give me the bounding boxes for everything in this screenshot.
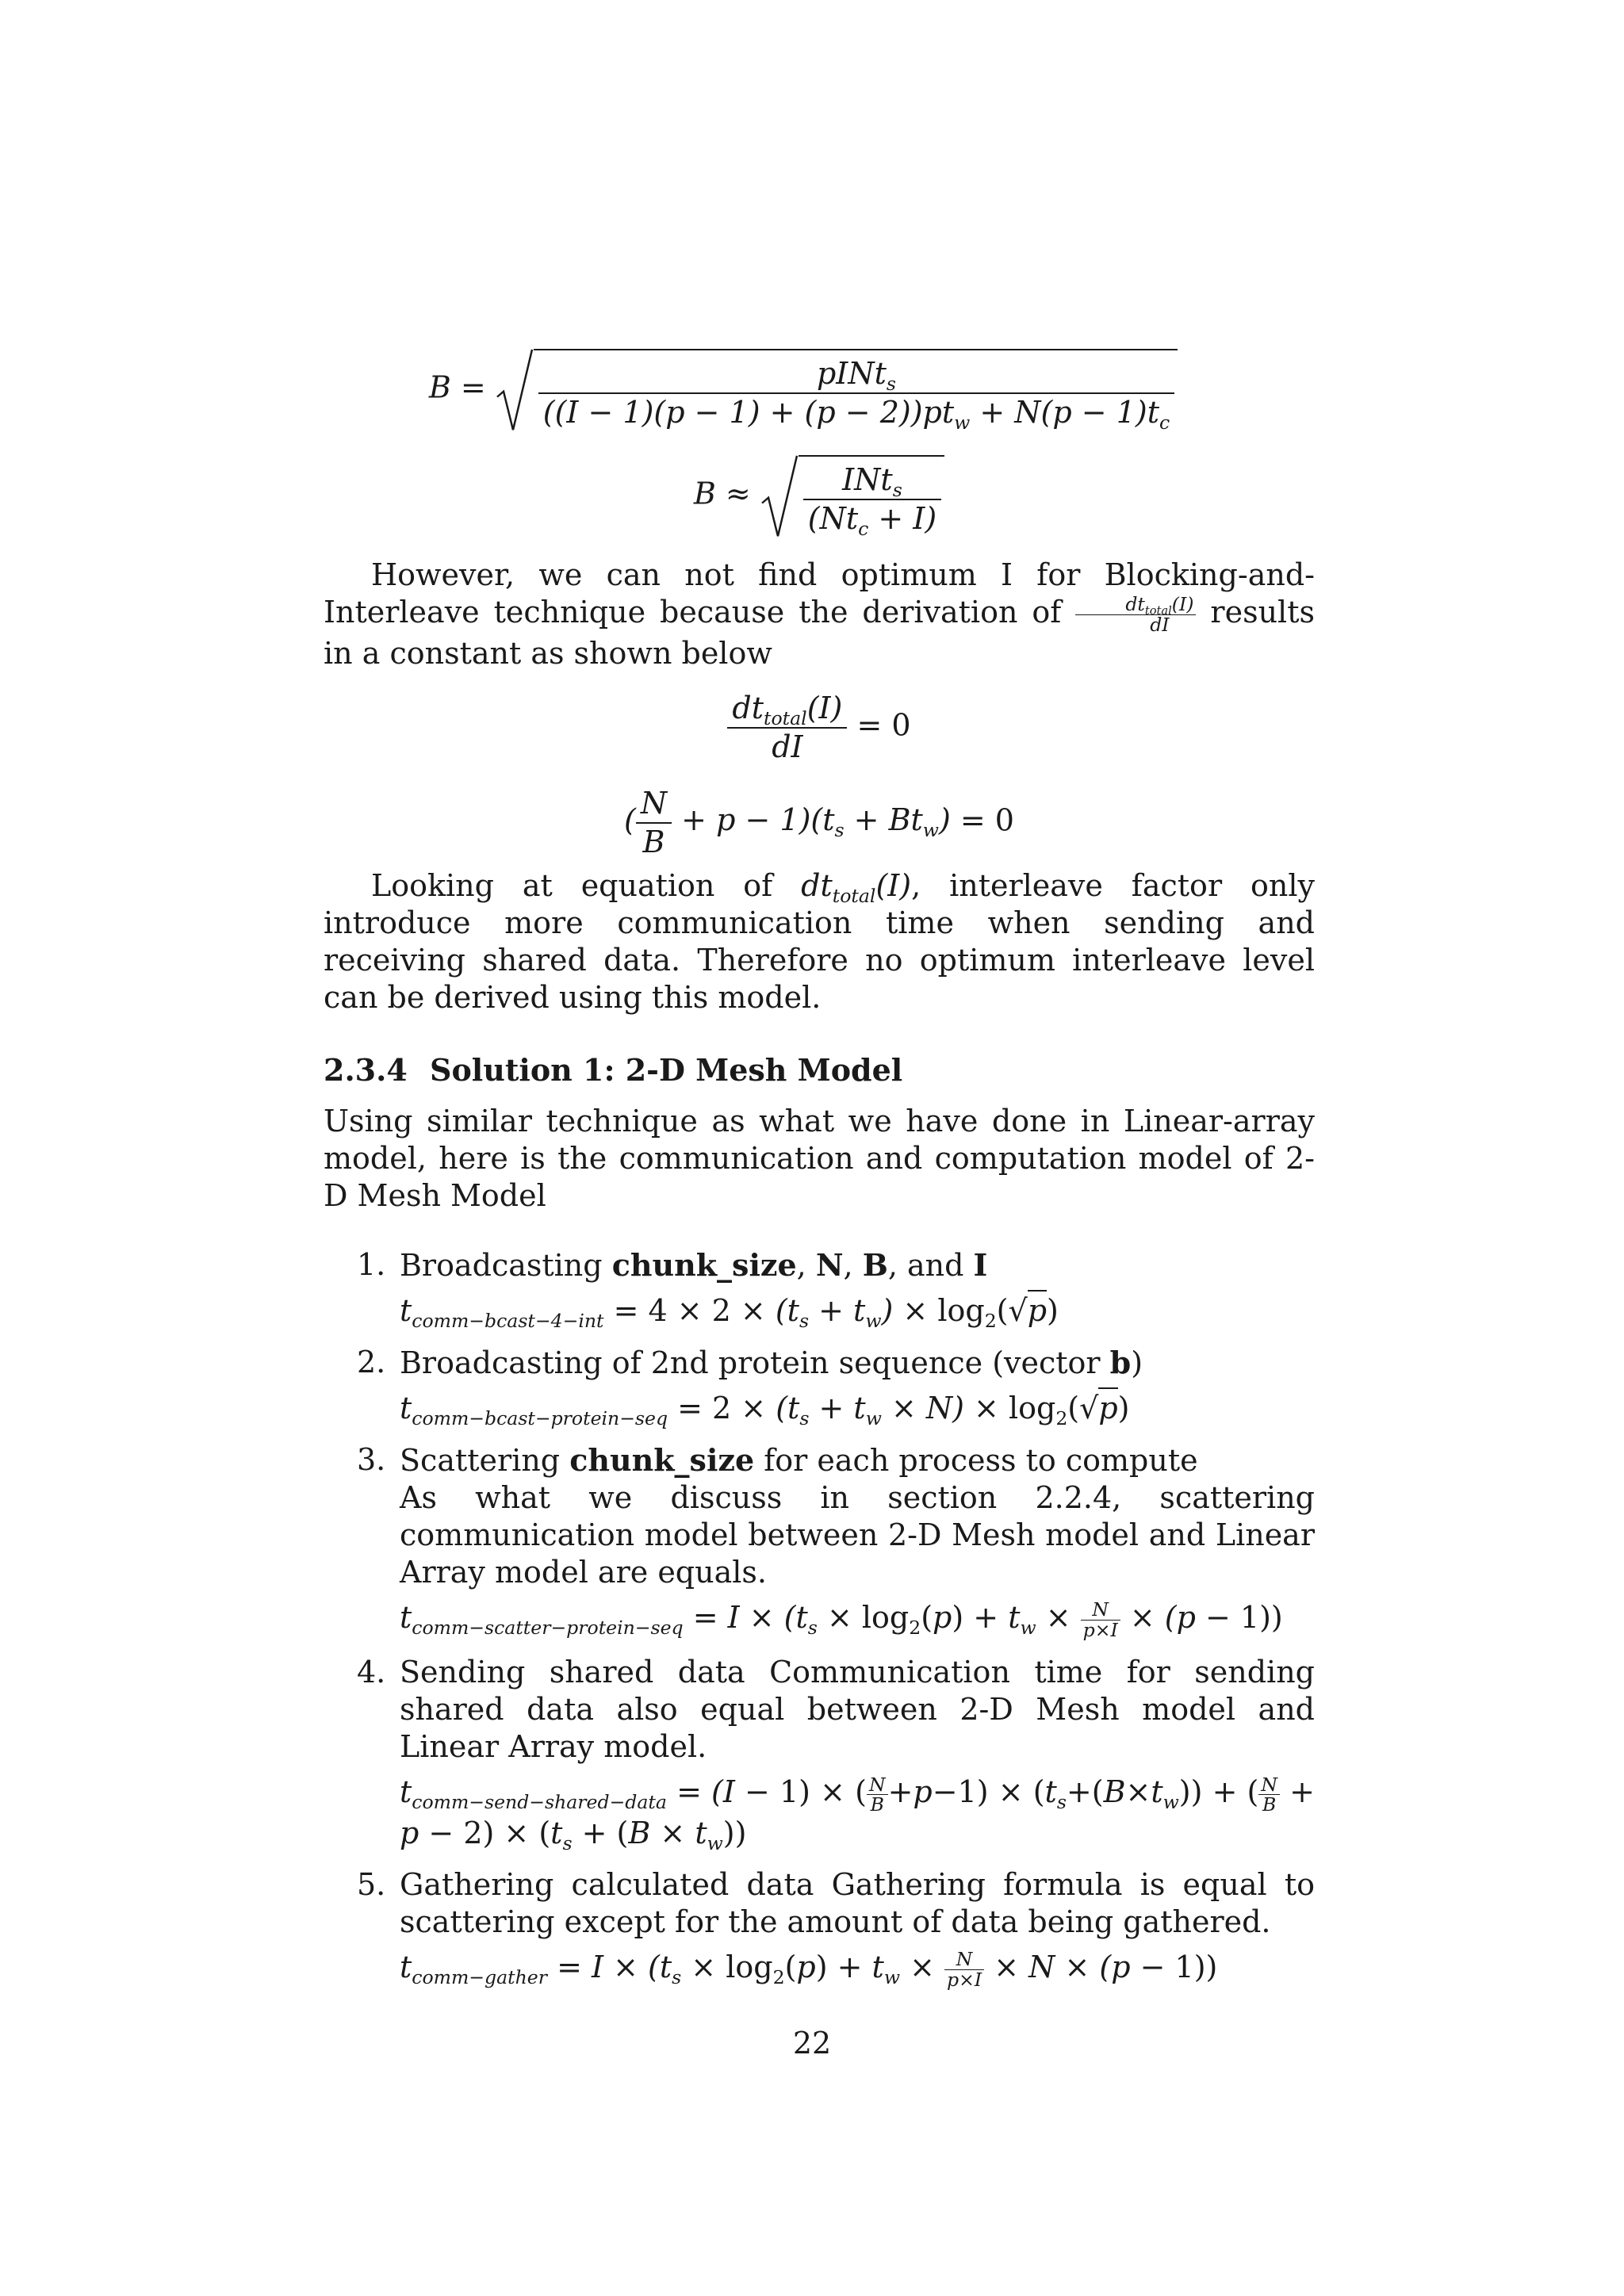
list-marker: 3. [357,1441,386,1477]
item-bold: chunk_size [611,1246,797,1283]
item-text: , [843,1247,863,1283]
equation-b-approx [324,455,1315,550]
para2-text-a: Looking at equation of [371,867,773,903]
item-text: for each process to compute [754,1442,1198,1478]
item-bold: N [815,1246,844,1283]
para2-text-b: , interleave factor only introduce more communication time when sending and receiving shared data. Therefore no optimum interleave level can be derived using this model. [324,867,1315,1015]
page-body [324,349,1315,2004]
eq2-lhs: B ≈ [693,476,751,511]
list-item [324,1866,1315,1990]
sqrt-symbol-2: $\frac{INt_s}{(Nt_c + I)}$ [760,455,944,538]
list-marker: 5. [357,1867,386,1903]
list-item [324,1654,1315,1855]
list-item [324,1441,1315,1640]
section-heading [324,1051,1315,1089]
formula-bcast-int: $t_{comm-bcast-4-int} = 4 \times 2 \times (t_s + t_w) \times \log_2(√p)$ [400,1292,1315,1330]
item-text: Broadcasting of 2nd protein sequence (vector [400,1345,1110,1380]
item-text: Broadcasting [400,1247,612,1283]
item-text: Sending shared data Communication time for sending shared data also equal between 2-D Mesh model and Linear Array model. [400,1655,1315,1765]
formula-bcast-protein: $t_{comm-bcast-protein-seq} = 2 \times (t_s + t_w \times N) \times \log_2(√p)$ [400,1390,1315,1427]
item-text: , [796,1247,816,1283]
item-text: Gathering calculated data Gathering formula is equal to scattering except for the amount of data being gathered. [400,1867,1315,1940]
equation-b-exact [292,349,1315,442]
equation-constant: ( $\frac{N}{B}$ + $p - 1)(t_s + Bt_w) = 0$ [624,785,1014,859]
para1-text-a: However, we can not find optimum I for Blocking-and-Interleave technique because the derivation of [324,557,1315,629]
item-text: As what we discuss in section 2.2.4, scattering communication model between 2-D Mesh model and Linear Array model are equals. [400,1479,1315,1590]
section-number: 2.3.4 [324,1051,408,1088]
list-marker: 4. [357,1655,386,1690]
paragraph-interleave: Looking at equation of $dt_{total}(I)$, interleave factor only introduce more communication time when sending and receiving shared data. Therefore no optimum interleave level can be derived using this model. [324,867,1315,1015]
paragraph-intro-mesh: Using similar technique as what we have done in Linear-array model, here is the communication and computation model of 2-D Mesh Model [324,1103,1315,1213]
eq1-lhs: B = [428,369,486,405]
eq3-rhs: = 0 [856,707,911,743]
page-number: 22 [792,2026,832,2061]
list-item [324,1344,1315,1427]
item-bold: I [973,1246,988,1283]
paragraph-optimum-i [324,557,1315,672]
formula-send-shared: $t_{comm-send-shared-data} = (I - 1)$ × ( $\frac{N}{B}$ $+p-1) \times (t_s+(B\times t_w))$ + ( $\frac{N}{B}$ + $p - 2) \times (t_s + (B \times t_w))$ [400,1773,1315,1855]
eq4-rhs: = 0 [959,802,1014,838]
list-marker: 2. [357,1344,386,1380]
inline-derivative: $\frac{dt_{total}(I)}{dI}$ [1075,595,1196,634]
sqrt-symbol: $\frac{pINt_s}{((I - 1)(p - 1) + (p - 2))pt_w + N(p - 1)t_c}$ [496,349,1178,431]
item-bold: B [862,1246,888,1283]
item-text: ) [1131,1345,1143,1380]
formula-gather: $t_{comm-gather} = I \times (t_s \times \log_2(p) + t_w$ × $\frac{N}{p\times I}$ × N × (p − 1)) [400,1948,1218,1992]
item-bold: b [1109,1344,1132,1380]
section-title: Solution 1: 2-D Mesh Model [430,1051,903,1088]
item-text: , and [887,1247,974,1283]
para1-text-b: results in a constant as shown below [324,595,1315,671]
list-item [324,1246,1315,1330]
item-bold: chunk_size [569,1441,755,1478]
item-text: Scattering [400,1442,570,1478]
model-list [324,1246,1315,1990]
formula-scatter: $t_{comm-scatter-protein-seq} = I \times (t_s \times \log_2(p) + t_w$ × $\frac{N}{p\times I}$ × (p − 1)) [400,1598,1283,1641]
list-marker: 1. [357,1246,386,1282]
equation-derivative: $\frac{dt_{total}(I)}{dI}$ = 0 [324,690,1315,772]
